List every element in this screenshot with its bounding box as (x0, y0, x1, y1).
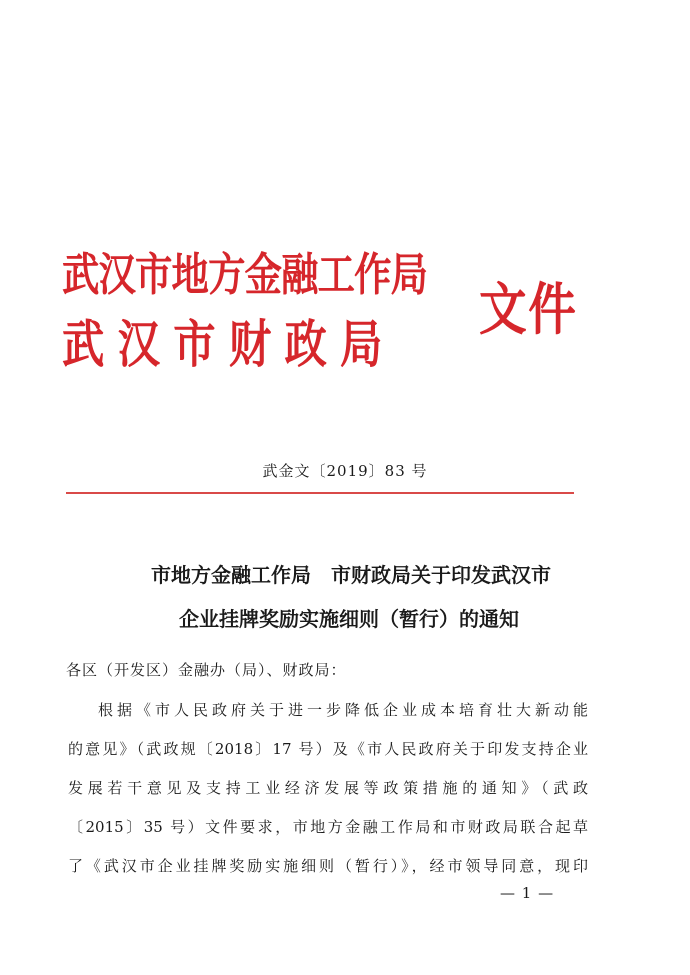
document-header (62, 238, 582, 408)
page-number: — 1 — (500, 884, 555, 902)
addressee: 各区（开发区）金融办（局）、财政局： (66, 661, 347, 679)
body-text-line: 的意见》（武政规〔2018〕17 号）及《市人民政府关于印发支持企业 (68, 740, 588, 758)
body-text-line: 了《武汉市企业挂牌奖励实施细则（暂行）》，经市领导同意，现印 (68, 857, 588, 875)
document-title-line-2: 企业挂牌奖励实施细则（暂行）的通知 (179, 607, 519, 631)
header-divider (66, 492, 574, 494)
body-text-line: 根据《市人民政府关于进一步降低企业成本培育壮大新动能 (98, 701, 588, 719)
document-type-label: 文件 (479, 278, 578, 343)
document-title-line-1: 市地方金融工作局 市财政局关于印发武汉市 (151, 563, 551, 587)
body-text-line: 〔2015〕35 号）文件要求，市地方金融工作局和市财政局联合起草 (68, 818, 588, 836)
issuing-agency-1: 武汉市地方金融工作局 (62, 248, 428, 301)
issuing-agency-2: 武汉市财政局 (62, 316, 396, 375)
body-text-line: 发展若干意见及支持工业经济发展等政策措施的通知》（武政 (68, 779, 588, 797)
document-number: 武金文〔2019〕83 号 (262, 462, 428, 480)
